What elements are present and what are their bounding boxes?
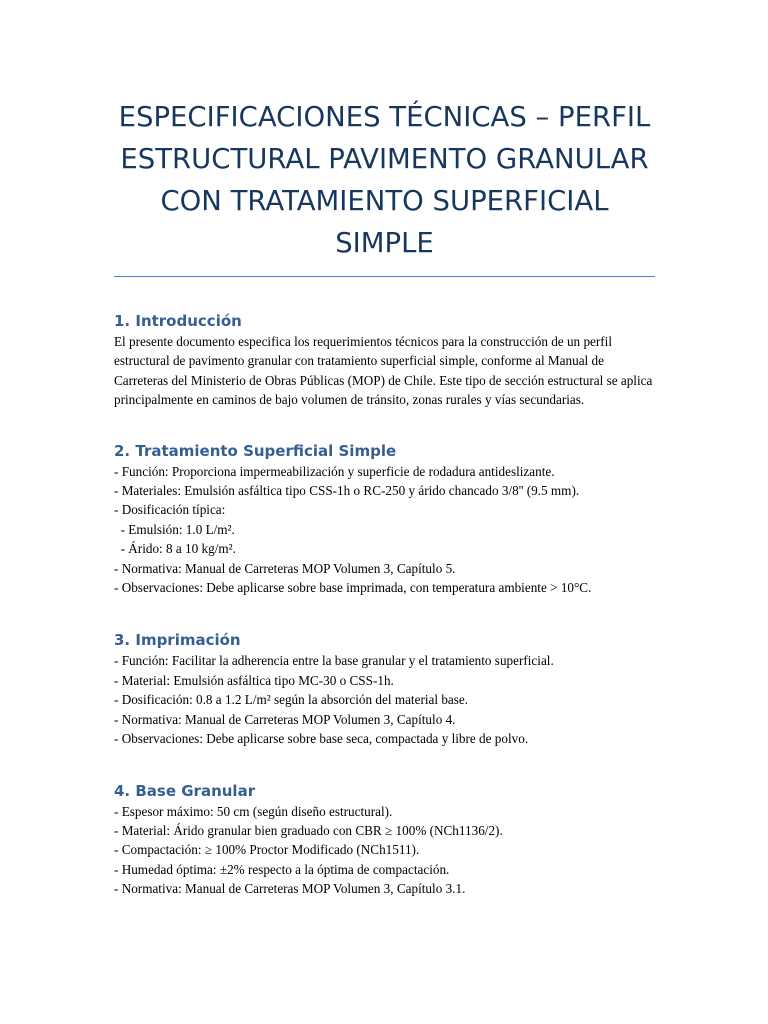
section-introduccion bbox=[114, 310, 655, 410]
intro-paragraph: El presente documento especifica los requerimientos técnicos para la construcción de un perfil estructural de pavimento granular con tratamiento superficial simple, conforme al Manual de Carreteras del Ministerio de Obras Públicas (MOP) de Chile. Este tipo de sección estructural se aplica principalmente en caminos de bajo volumen de tránsito, zonas rurales y vías secundarias. bbox=[114, 334, 653, 408]
section-tratamiento-superficial bbox=[114, 440, 655, 598]
document-title: ESPECIFICACIONES TÉCNICAS – PERFIL ESTRUCTURAL PAVIMENTO GRANULAR CON TRATAMIENTO SUPERFICIAL SIMPLE bbox=[118, 101, 651, 259]
spec-line: - Humedad óptima: ±2% respecto a la óptima de compactación. bbox=[114, 861, 450, 877]
spec-line: - Función: Facilitar la adherencia entre la base granular y el tratamiento superficial. bbox=[114, 653, 554, 669]
section-heading: 1. Introducción bbox=[114, 312, 242, 330]
spec-line: - Emulsión: 1.0 L/m². bbox=[114, 521, 235, 537]
spec-line: - Observaciones: Debe aplicarse sobre base imprimada, con temperatura ambiente > 10°C. bbox=[114, 580, 592, 596]
spec-line: - Compactación: ≥ 100% Proctor Modificado (NCh1511). bbox=[114, 842, 420, 858]
spec-line: - Dosificación: 0.8 a 1.2 L/m² según la absorción del material base. bbox=[114, 692, 469, 708]
section-body bbox=[114, 462, 655, 598]
section-body bbox=[114, 802, 655, 899]
section-base-granular bbox=[114, 780, 655, 899]
section-body bbox=[114, 332, 655, 410]
spec-line: - Material: Emulsión asfáltica tipo MC-30 o CSS-1h. bbox=[114, 672, 394, 688]
spec-line: - Normativa: Manual de Carreteras MOP Volumen 3, Capítulo 3.1. bbox=[114, 881, 466, 897]
section-heading: 4. Base Granular bbox=[114, 781, 256, 800]
spec-line: - Materiales: Emulsión asfáltica tipo CSS-1h o RC-250 y árido chancado 3/8'' (9.5 mm). bbox=[114, 483, 580, 499]
section-imprimacion bbox=[114, 629, 655, 748]
spec-line: - Observaciones: Debe aplicarse sobre base seca, compactada y libre de polvo. bbox=[114, 731, 529, 747]
spec-line: - Normativa: Manual de Carreteras MOP Volumen 3, Capítulo 5. bbox=[114, 560, 456, 576]
spec-line: - Dosificación típica: bbox=[114, 502, 226, 518]
title-divider bbox=[114, 276, 655, 277]
section-body bbox=[114, 651, 655, 748]
spec-line: - Espesor máximo: 50 cm (según diseño estructural). bbox=[114, 803, 393, 819]
spec-line: - Función: Proporciona impermeabilización y superficie de rodadura antideslizante. bbox=[114, 463, 555, 479]
spec-line: - Material: Árido granular bien graduado con CBR ≥ 100% (NCh1136/2). bbox=[114, 822, 503, 838]
spec-line: - Árido: 8 a 10 kg/m². bbox=[114, 541, 236, 557]
section-heading: 2. Tratamiento Superficial Simple bbox=[114, 441, 397, 460]
section-heading: 3. Imprimación bbox=[114, 631, 241, 650]
spec-line: - Normativa: Manual de Carreteras MOP Volumen 3, Capítulo 4. bbox=[114, 711, 456, 727]
document-page bbox=[114, 0, 655, 899]
